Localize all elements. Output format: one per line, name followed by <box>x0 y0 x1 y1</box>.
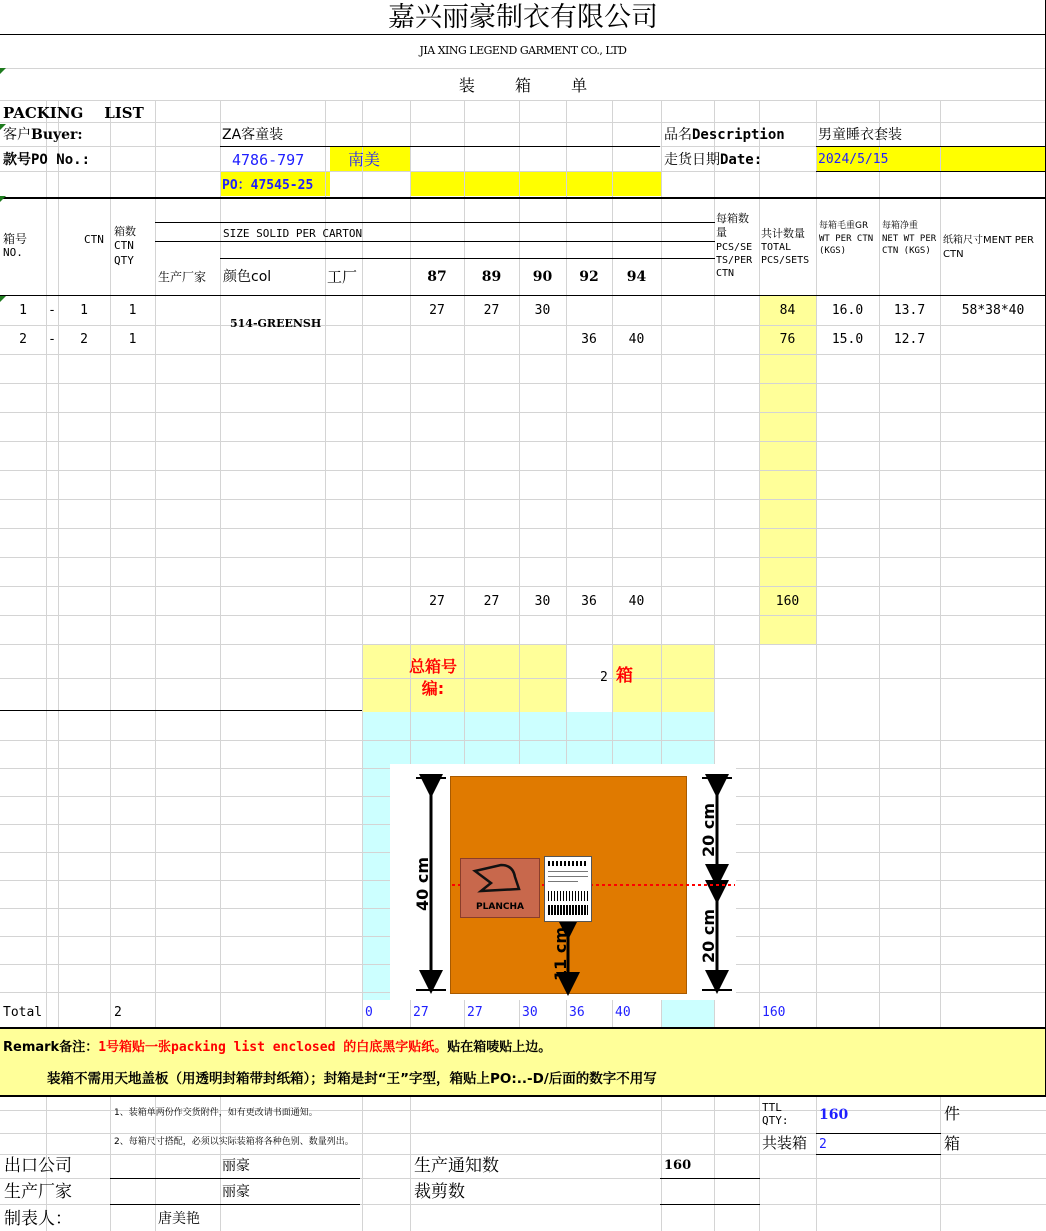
total-boxes-label: 总箱号编: <box>408 657 457 698</box>
boxes-value: 2 <box>819 1137 827 1152</box>
region-value: 南美 <box>348 150 381 169</box>
size-qty: 27 <box>429 303 445 318</box>
color-value: 514-GREENSH <box>230 317 322 330</box>
subtotal-size-qty: 27 <box>483 594 500 609</box>
box-dash: - <box>48 332 56 347</box>
box-dash: - <box>48 303 56 318</box>
subtotal-size-qty: 30 <box>534 594 551 609</box>
export-company-label: 出口公司 <box>4 1156 72 1176</box>
notice-qty-value: 160 <box>664 1158 692 1173</box>
ttl-qty-unit: 件 <box>944 1104 961 1123</box>
remark-line-2: 装箱不需用天地盖板（用透明封箱带封纸箱）；封箱是封“王”字型，箱贴上PO:..-D/后面的数字不用写 <box>47 1071 657 1087</box>
buyer-value: ZA客童装 <box>222 127 284 143</box>
doc-title-en: PACKING LIST <box>3 104 144 122</box>
total-ctn: 2 <box>114 1005 122 1020</box>
size-header-90: 90 <box>532 269 553 285</box>
total-size-qty: 30 <box>522 1005 538 1020</box>
total-size-qty: 27 <box>467 1005 483 1020</box>
col-box-no: 箱号 NO. <box>3 232 28 260</box>
boxes-unit: 箱 <box>944 1134 961 1153</box>
size-qty: 40 <box>628 332 645 347</box>
total-size-qty: 36 <box>569 1005 585 1020</box>
col-dimension: 纸箱尺寸MENT PER CTN <box>943 235 1035 260</box>
col-qty: 箱数 CTN QTY <box>114 225 136 267</box>
col-per-box: 每箱数量 PCS/SETS/PER CTN <box>716 212 753 279</box>
plancha-logo: PLANCHA <box>460 858 540 918</box>
total-qty: 160 <box>762 1005 786 1020</box>
size-header-87: 87 <box>427 269 447 285</box>
total-boxes-unit: 箱 <box>616 666 633 686</box>
size-header-94: 94 <box>626 269 647 285</box>
ttl-qty-label: TTL QTY: <box>762 1101 789 1128</box>
date-value: 2024/5/15 <box>818 152 889 167</box>
cut-qty-label: 裁剪数 <box>414 1182 465 1202</box>
col-ctn: CTN <box>84 233 104 246</box>
po-value: PO：47545-25 <box>222 178 314 193</box>
desc-value: 男童睡衣套装 <box>818 127 902 143</box>
export-company-value: 丽豪 <box>222 1158 250 1174</box>
box-from: 2 <box>19 332 27 347</box>
row-total: 84 <box>779 303 796 318</box>
gross-weight: 16.0 <box>831 303 864 318</box>
carton-diagram <box>390 764 736 1000</box>
gross-weight: 15.0 <box>831 332 864 347</box>
total-size-qty: 40 <box>615 1005 631 1020</box>
col-total-qty: 共计数量 TOTAL PCS/SETS <box>761 227 810 267</box>
col-net-wt: 每箱净重 NET WT PER CTN (KGS) <box>882 221 937 257</box>
size-qty: 27 <box>483 303 500 318</box>
company-name-en: JIA XING LEGEND GARMENT CO., LTD <box>419 44 627 57</box>
col-color: 颜色col <box>223 269 272 285</box>
size-header-92: 92 <box>579 269 599 285</box>
height-label: 40 cm <box>413 857 432 911</box>
subtotal-size-qty: 36 <box>581 594 597 609</box>
factory-value: 丽豪 <box>222 1184 250 1200</box>
size-qty: 36 <box>581 332 597 347</box>
col-gross-wt: 每箱毛重GR WT PER CTN (KGS) <box>819 221 874 257</box>
box-qty: 1 <box>128 332 137 347</box>
boxes-label: 共装箱 <box>762 1134 808 1152</box>
box-from: 1 <box>19 303 27 318</box>
style-value: 4786-797 <box>232 151 305 169</box>
box-to: 2 <box>80 332 88 347</box>
net-weight: 13.7 <box>893 303 926 318</box>
total-plant: 0 <box>365 1005 373 1020</box>
maker-value: 唐美艳 <box>158 1211 200 1227</box>
factory-label: 生产厂家 <box>4 1182 72 1202</box>
size-qty: 30 <box>534 303 551 318</box>
col-size-solid: SIZE SOLID PER CARTON <box>223 227 363 240</box>
label-position: 11 cm <box>551 927 570 981</box>
total-label: Total <box>3 1005 43 1020</box>
ttl-qty-value: 160 <box>819 1107 849 1123</box>
date-label: 走货日期Date: <box>664 152 763 168</box>
style-label: 款号PO No.: <box>3 152 91 168</box>
remark-line-1: Remark备注：1号箱贴一张packing list enclosed 的白底黑字贴纸。贴在箱唛贴上边。 <box>3 1040 552 1055</box>
box-qty: 1 <box>128 303 137 318</box>
upper-half-label: 20 cm <box>699 803 718 857</box>
notice-qty-label: 生产通知数 <box>414 1156 499 1176</box>
net-weight: 12.7 <box>893 332 926 347</box>
subtotal-size-qty: 40 <box>628 594 645 609</box>
buyer-label: 客户Buyer: <box>3 127 83 143</box>
subtotal-size-qty: 27 <box>429 594 445 609</box>
box-to: 1 <box>80 303 88 318</box>
note-1: 1、装箱单两份作交货附件，如有更改请书面通知。 <box>114 1108 318 1118</box>
note-2: 2、每箱尺寸搭配，必须以实际装箱将各种色别、数量列出。 <box>114 1137 354 1147</box>
maker-label: 制表人： <box>4 1209 72 1229</box>
col-plant: 工厂 <box>327 268 358 286</box>
carton-dimension: 58*38*40 <box>961 303 1025 318</box>
total-size-qty: 27 <box>413 1005 429 1020</box>
lower-half-label: 20 cm <box>699 909 718 963</box>
company-name-cn: 嘉兴丽豪制衣有限公司 <box>388 2 658 33</box>
doc-title-cn: 装 箱 单 <box>458 76 598 95</box>
desc-label: 品名Description <box>664 127 785 143</box>
subtotal-total: 160 <box>775 594 800 609</box>
size-header-89: 89 <box>481 269 502 285</box>
col-factory: 生产厂家 <box>158 270 207 284</box>
shipping-label <box>544 856 592 922</box>
total-boxes-value: 2 <box>600 670 608 685</box>
row-total: 76 <box>779 332 796 347</box>
